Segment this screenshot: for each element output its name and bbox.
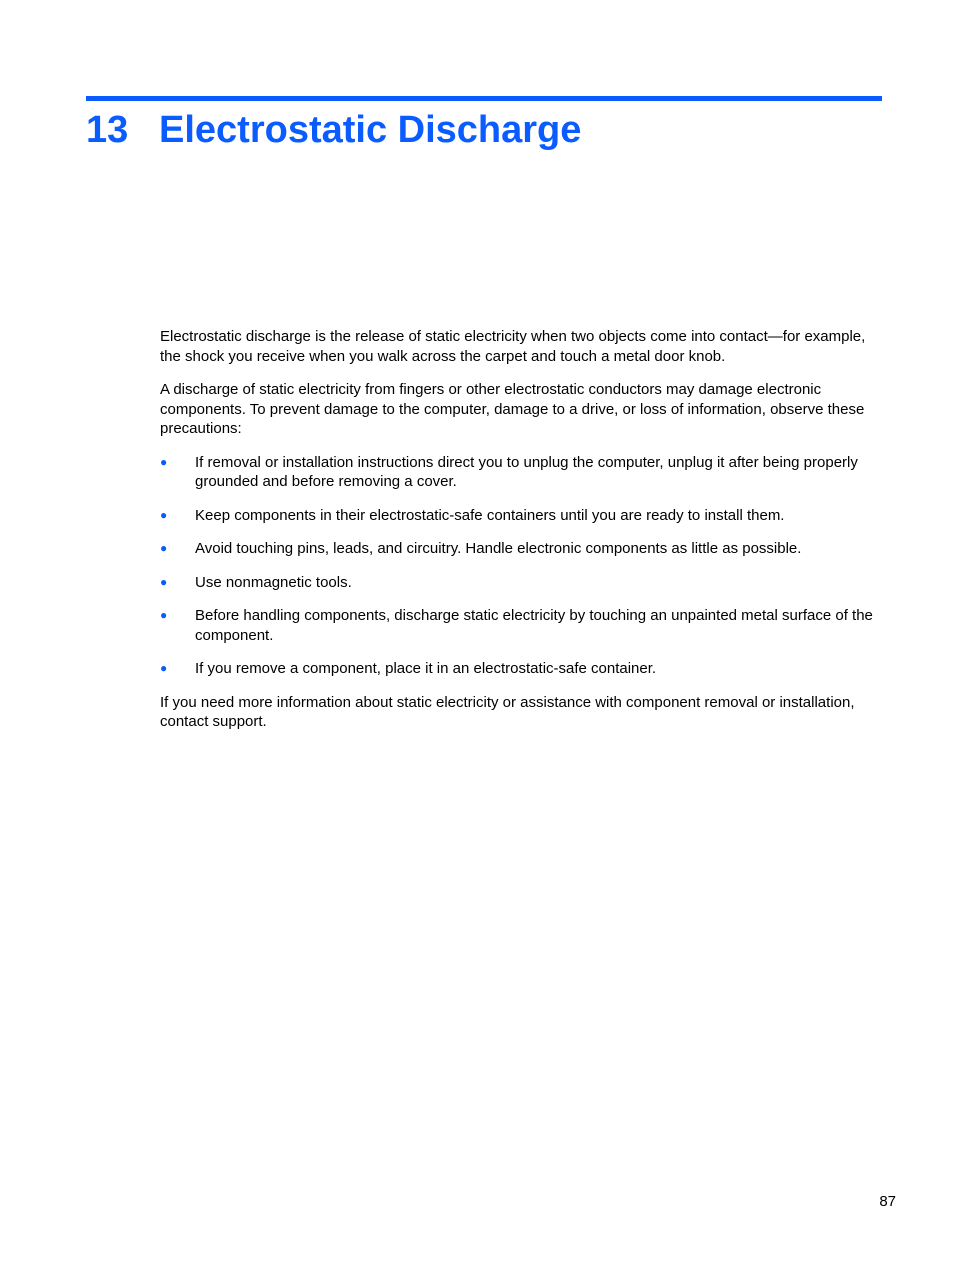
bullet-icon: ● <box>160 661 168 675</box>
chapter-heading <box>86 106 581 154</box>
chapter-number: 13 <box>86 109 129 151</box>
list-item <box>160 506 882 526</box>
list-item <box>160 539 882 559</box>
support-paragraph: If you need more information about static electricity or assistance with component removal or installation, contact support. <box>160 693 855 730</box>
chapter-title: Electrostatic Discharge <box>159 109 582 151</box>
list-item-text: If removal or installation instructions direct you to unplug the computer, unplug it after being properly grounded and before removing a cover. <box>195 453 858 490</box>
page-number: 87 <box>879 1193 896 1210</box>
chapter-rule <box>86 96 882 101</box>
list-item <box>160 453 882 492</box>
list-item <box>160 659 882 679</box>
list-item-text: Before handling components, discharge static electricity by touching an unpainted metal surface of the component. <box>195 607 873 644</box>
list-item-text: Keep components in their electrostatic-safe containers until you are ready to install them. <box>195 506 785 524</box>
list-item <box>160 573 882 593</box>
intro-paragraph: Electrostatic discharge is the release of static electricity when two objects come into contact—for example, the shock you receive when you walk across the carpet and touch a metal door knob. <box>160 328 866 365</box>
bullet-icon: ● <box>160 454 168 469</box>
list-item-text: If you remove a component, place it in an electrostatic-safe container. <box>195 660 657 677</box>
bullet-icon: ● <box>160 608 168 622</box>
precautions-intro-paragraph: A discharge of static electricity from fingers or other electrostatic conductors may damage electronic components. To prevent damage to the computer, damage to a drive, or loss of information, observe these precautions: <box>160 381 865 437</box>
list-item-text: Use nonmagnetic tools. <box>195 573 352 591</box>
list-item <box>160 606 882 645</box>
list-item-text: Avoid touching pins, leads, and circuitry. Handle electronic components as little as possible. <box>195 540 802 557</box>
bullet-icon: ● <box>160 507 168 522</box>
precautions-list <box>160 453 882 679</box>
bullet-icon: ● <box>160 574 168 589</box>
bullet-icon: ● <box>160 541 168 555</box>
chapter-body <box>160 327 882 746</box>
